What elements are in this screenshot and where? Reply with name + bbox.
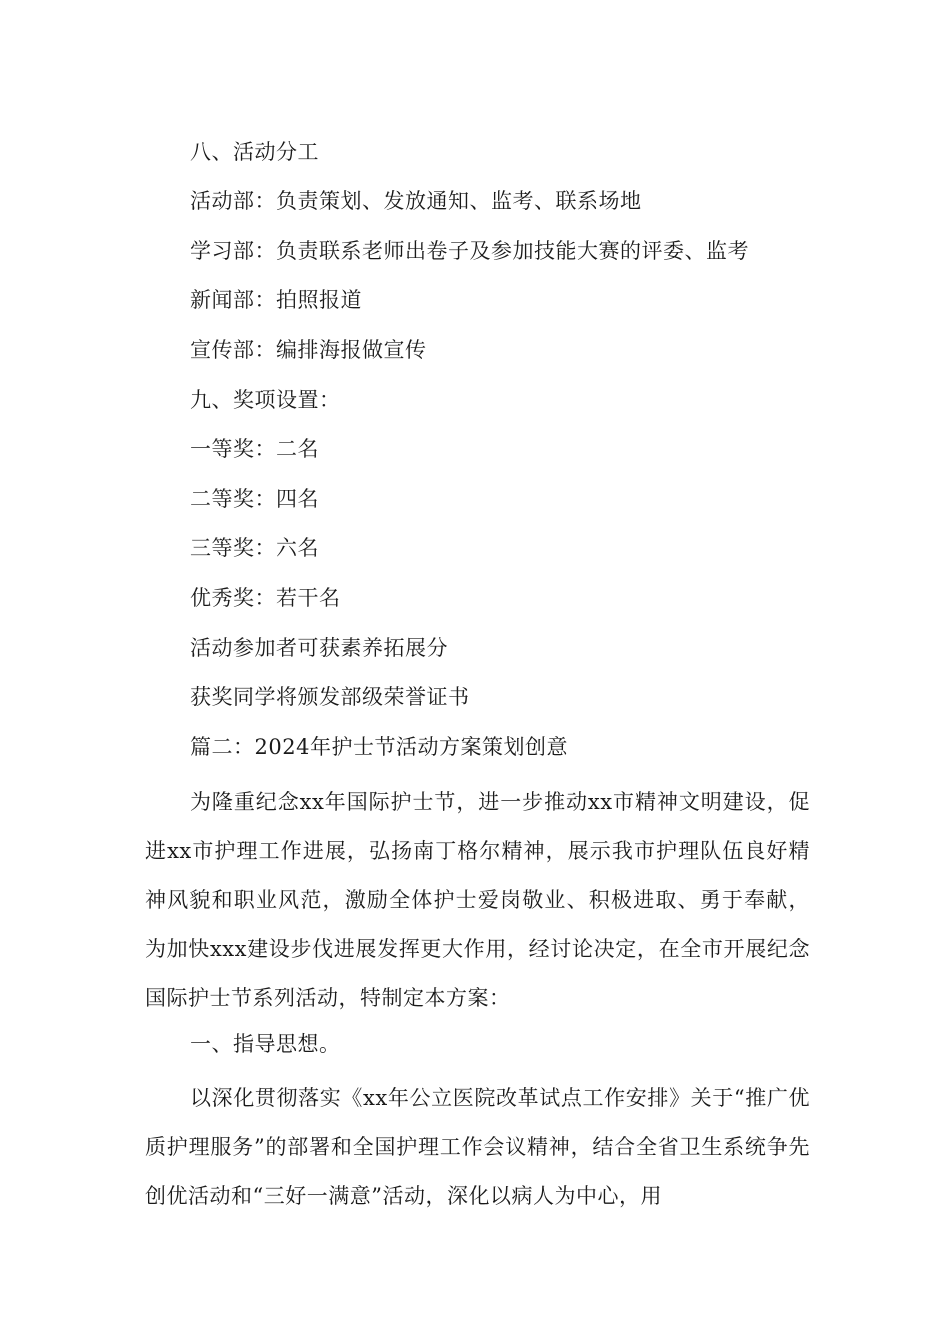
award-line: 一等奖：二名: [190, 437, 319, 461]
award-line: 优秀奖：若干名: [190, 586, 341, 610]
text-line: 活动参加者可获素养拓展分: [190, 636, 448, 660]
section-heading-8: 八、活动分工: [190, 140, 319, 164]
guiding-paragraph: 以深化贯彻落实《xx年公立医院改革试点工作安排》关于“推广优质护理服务”的部署和全国护理工作会议精神，结合全省卫生系统争先创优活动和“三好一满意”活动，深化以病人为中心，用: [145, 1086, 810, 1208]
award-line: 三等奖：六名: [190, 536, 319, 560]
text-line: 宣传部：编排海报做宣传: [190, 338, 427, 362]
article-title: 篇二：2024年护士节活动方案策划创意: [190, 735, 568, 759]
intro-paragraph: 为隆重纪念xx年国际护士节，进一步推动xx市精神文明建设，促进xx市护理工作进展，弘扬南丁格尔精神，展示我市护理队伍良好精神风貌和职业风范，激励全体护士爱岗敬业、积极进取、勇于奉献，为加快xxx建设步伐进展发挥更大作用，经讨论决定，在全市开展纪念国际护士节系列活动，特制定本方案：: [145, 790, 810, 1010]
text-line: 学习部：负责联系老师出卷子及参加技能大赛的评委、监考: [190, 239, 749, 263]
text-line: 新闻部：拍照报道: [190, 288, 362, 312]
text-line: 活动部：负责策划、发放通知、监考、联系场地: [190, 189, 642, 213]
award-line: 二等奖：四名: [190, 487, 319, 511]
text-line: 获奖同学将颁发部级荣誉证书: [190, 685, 470, 709]
section-heading-1: 一、指导思想。: [190, 1032, 341, 1056]
section-heading-9: 九、奖项设置：: [190, 388, 341, 412]
